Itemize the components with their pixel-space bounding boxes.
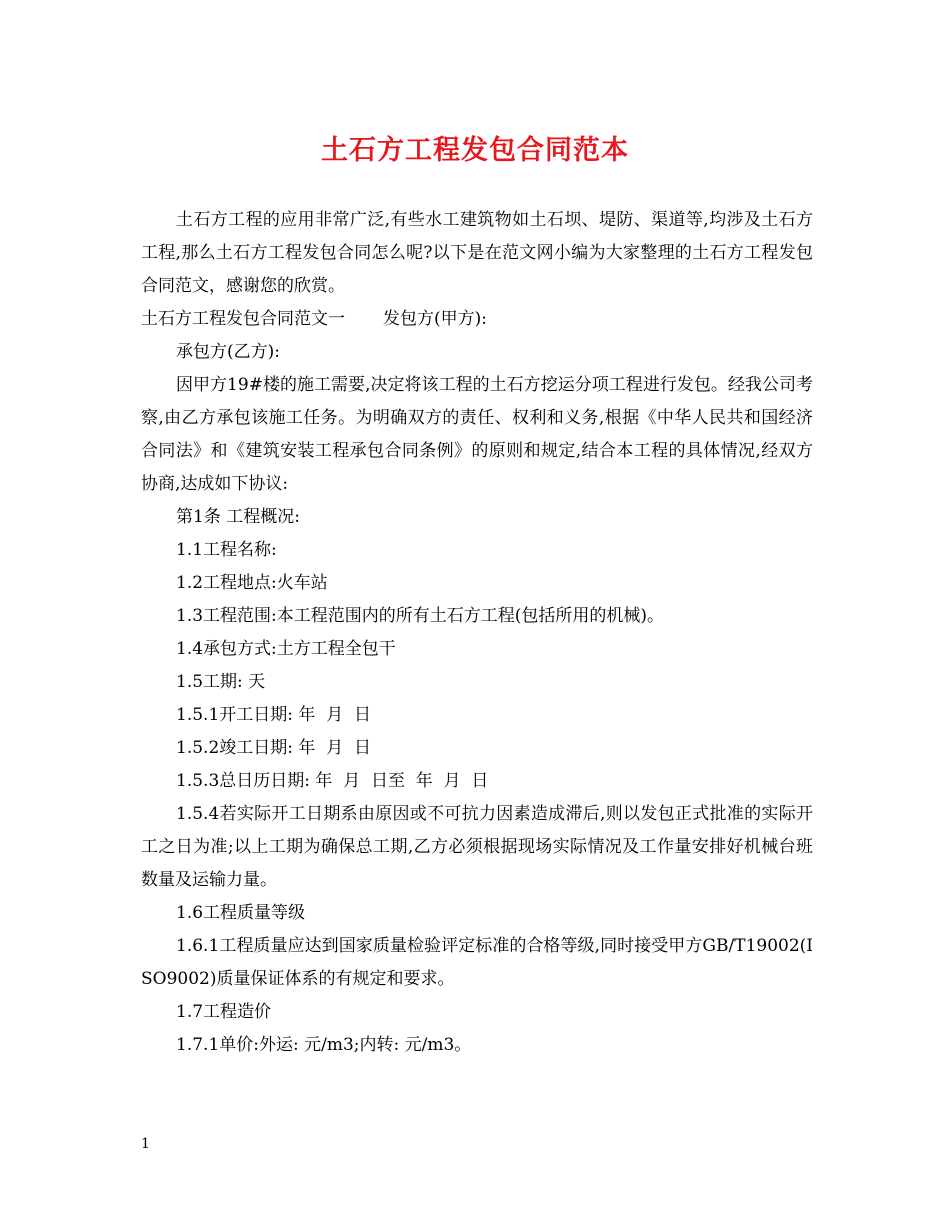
clause-1-5-3: 1.5.3总日历日期: 年 月 日至 年 月 日 <box>176 771 489 791</box>
section-heading: 土石方工程发包合同范文一 <box>141 309 345 329</box>
clause-1-3: 1.3工程范围:本工程范围内的所有土石方工程(包括所用的机械)。 <box>176 606 665 626</box>
page-number: 1 <box>141 1136 150 1152</box>
intro-paragraph: 土石方工程的应用非常广泛,有些水工建筑物如土石坝、堤防、渠道等,均涉及土石方工程,那么土石方工程发包合同怎么呢?以下是在范文网小编为大家整理的土石方工程发包合同范文，感谢您的欣赏。 <box>141 210 813 296</box>
clause-1-1: 1.1工程名称: <box>176 540 277 560</box>
preamble-paragraph: 因甲方19#楼的施工需要,决定将该工程的土石方挖运分项工程进行发包。经我公司考察,由乙方承包该施工任务。为明确双方的责任、权利和义务,根据《中华人民共和国经济合同法》和《建筑安装工程承包合同条例》的原则和规定,结合本工程的具体情况,经双方协商,达成如下协议: <box>141 375 813 494</box>
article-1-heading: 第1条 工程概况: <box>176 507 300 527</box>
clause-1-5-2: 1.5.2竣工日期: 年 月 日 <box>176 738 372 758</box>
clause-1-5-1: 1.5.1开工日期: 年 月 日 <box>176 705 372 725</box>
clause-1-5: 1.5工期: 天 <box>176 672 266 692</box>
party-b-label: 承包方(乙方): <box>176 342 280 362</box>
party-a-label: 发包方(甲方): <box>383 309 487 329</box>
clause-1-7-1: 1.7.1单价:外运: 元/m3;内转: 元/m3。 <box>176 1035 472 1055</box>
document-body <box>141 204 813 1062</box>
section-heading-line <box>141 303 813 336</box>
document-title: 土石方工程发包合同范本 <box>321 135 629 166</box>
clause-1-5-4: 1.5.4若实际开工日期系由原因或不可抗力因素造成滞后,则以发包正式批准的实际开工之日为准;以上工期为确保总工期,乙方必须根据现场实际情况及工作量安排好机械台班数量及运输力量。 <box>141 804 813 890</box>
clause-1-6-1: 1.6.1工程质量应达到国家质量检验评定标准的合格等级,同时接受甲方GB/T19002(ISO9002)质量保证体系的有规定和要求。 <box>141 936 813 989</box>
clause-1-2: 1.2工程地点:火车站 <box>176 573 328 593</box>
clause-1-6: 1.6工程质量等级 <box>176 903 306 923</box>
clause-1-4: 1.4承包方式:土方工程全包干 <box>176 639 396 659</box>
clause-1-7: 1.7工程造价 <box>176 1002 272 1022</box>
